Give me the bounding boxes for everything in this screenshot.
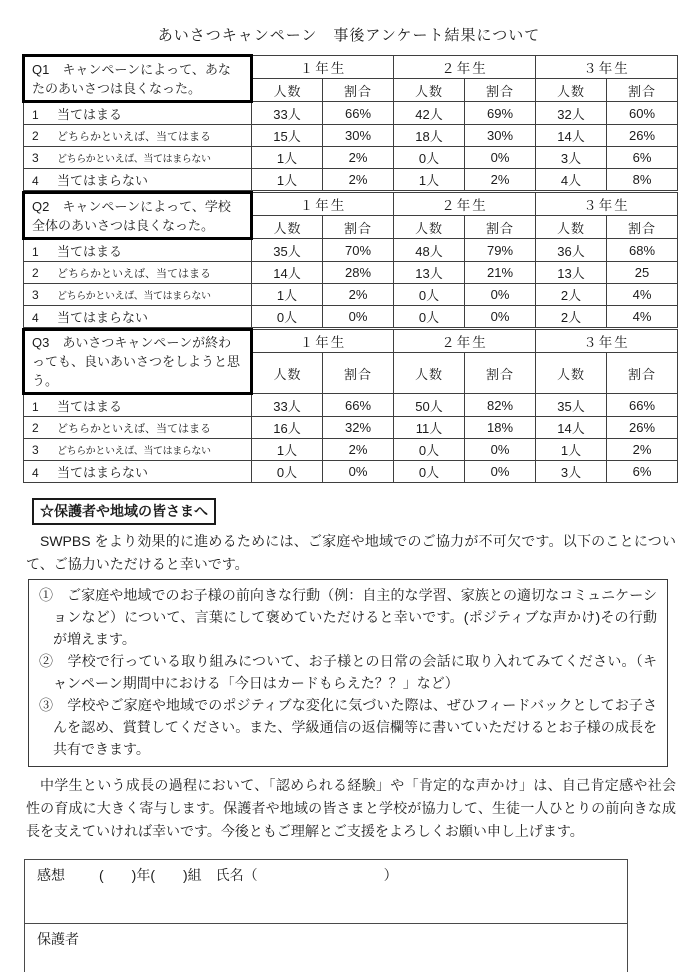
count-header: 人数	[252, 216, 323, 239]
grade-header-3: ３年生	[536, 193, 678, 216]
count-cell: 0人	[394, 284, 465, 306]
answer-number: 4	[32, 311, 39, 325]
count-header: 人数	[252, 353, 323, 394]
swpbs-intro-paragraph: SWPBS をより効果的に進めるためには、ご家庭や地域でのご協力が不可欠です。以下のことについて、ご協力いただけると幸いです。	[26, 533, 676, 572]
ratio-cell: 6%	[607, 147, 678, 169]
count-cell: 32人	[536, 102, 607, 125]
count-cell: 1人	[394, 169, 465, 191]
ratio-cell: 26%	[607, 417, 678, 439]
ratio-cell: 21%	[465, 262, 536, 284]
answer-row	[24, 125, 678, 147]
count-cell: 2人	[536, 306, 607, 328]
comment-label: 感想	[37, 867, 65, 883]
count-header: 人数	[394, 353, 465, 394]
grade-header-row	[24, 193, 678, 216]
guardian-comment-box	[25, 924, 627, 972]
count-header: 人数	[252, 79, 323, 102]
answer-label: 当てはまらない	[57, 173, 149, 188]
answer-label-cell	[24, 239, 252, 262]
ratio-header: 割合	[323, 216, 394, 239]
request-item-1: ① ご家庭や地域でのお子様の前向きな行動（例：自主的な学習、家族との適切なコミュニケーションなど）について、言葉にして褒めていただけると幸いです。(ポジティブな声かけ)その行動が増えます。	[39, 587, 657, 647]
q3-results-table	[22, 328, 678, 483]
answer-row	[24, 147, 678, 169]
count-cell: 1人	[252, 169, 323, 191]
answer-row	[24, 239, 678, 262]
answer-label: どちらかといえば、当てはまる	[57, 130, 211, 143]
answer-label: 当てはまる	[57, 244, 123, 259]
answer-label-cell	[24, 417, 252, 439]
ratio-cell: 66%	[323, 394, 394, 417]
ratio-header: 割合	[607, 353, 678, 394]
ratio-cell: 2%	[323, 284, 394, 306]
count-cell: 1人	[252, 147, 323, 169]
ratio-cell: 8%	[607, 169, 678, 191]
grade-header-2: ２年生	[394, 330, 536, 353]
ratio-cell: 6%	[607, 461, 678, 483]
ratio-cell: 0%	[465, 306, 536, 328]
ratio-cell: 26%	[607, 125, 678, 147]
count-cell: 0人	[394, 439, 465, 461]
answer-number: 2	[32, 265, 39, 280]
count-header: 人数	[536, 79, 607, 102]
count-cell: 14人	[252, 262, 323, 284]
answer-row	[24, 394, 678, 417]
count-cell: 0人	[394, 147, 465, 169]
ratio-header: 割合	[607, 216, 678, 239]
count-cell: 50人	[394, 394, 465, 417]
count-cell: 13人	[536, 262, 607, 284]
ratio-header: 割合	[323, 79, 394, 102]
count-cell: 0人	[252, 306, 323, 328]
ratio-header: 割合	[607, 79, 678, 102]
answer-number: 2	[32, 128, 39, 143]
answer-number: 4	[32, 466, 39, 480]
ratio-cell: 0%	[465, 147, 536, 169]
ratio-header: 割合	[465, 216, 536, 239]
count-header: 人数	[394, 216, 465, 239]
answer-label-cell	[24, 262, 252, 284]
answer-row	[24, 169, 678, 191]
ratio-cell: 0%	[465, 461, 536, 483]
answer-row	[24, 417, 678, 439]
answer-number: 2	[32, 420, 39, 435]
q1-results-table	[22, 54, 678, 191]
answer-label: どちらかといえば、当てはまらない	[57, 446, 211, 457]
ratio-cell: 2%	[323, 147, 394, 169]
ratio-cell: 30%	[323, 125, 394, 147]
answer-label: どちらかといえば、当てはまらない	[57, 154, 211, 165]
answer-label-cell	[24, 461, 252, 483]
guardians-section-heading: ☆保護者や地域の皆さまへ	[32, 498, 216, 525]
q1-question-cell: Q1 キャンペーンによって、あなたのあいさつは良くなった。	[24, 56, 252, 102]
count-cell: 18人	[394, 125, 465, 147]
grade-header-1: １年生	[252, 193, 394, 216]
ratio-cell: 4%	[607, 284, 678, 306]
year-class-name-fields: ( )年( )組 氏名（ ）	[99, 867, 398, 883]
ratio-cell: 0%	[323, 306, 394, 328]
count-cell: 0人	[394, 306, 465, 328]
answer-label: どちらかといえば、当てはまる	[57, 267, 211, 280]
answer-number: 4	[32, 174, 39, 188]
ratio-cell: 4%	[607, 306, 678, 328]
count-cell: 4人	[536, 169, 607, 191]
answer-label: 当てはまらない	[57, 310, 149, 325]
answer-label-cell	[24, 147, 252, 169]
count-cell: 42人	[394, 102, 465, 125]
count-cell: 48人	[394, 239, 465, 262]
answer-row	[24, 262, 678, 284]
answer-number: 3	[32, 443, 39, 457]
page-title: あいさつキャンペーン 事後アンケート結果について	[157, 27, 541, 44]
grade-header-3: ３年生	[536, 56, 678, 79]
answer-label-cell	[24, 284, 252, 306]
answer-label-cell	[24, 125, 252, 147]
closing-paragraph: 中学生という成長の過程において、「認められる経験」や「肯定的な声かけ」は、自己肯定感や社会性の育成に大きく寄与します。保護者や地域の皆さまと学校が協力して、生徒一人ひとりの前向きな成長を支えていければ幸いです。今後ともご理解とご支援をよろしくお願い申し上げます。	[26, 777, 676, 839]
count-cell: 1人	[252, 284, 323, 306]
answer-label: 当てはまる	[57, 399, 123, 414]
answer-number: 1	[32, 400, 39, 414]
answer-label-cell	[24, 169, 252, 191]
answer-label-cell	[24, 306, 252, 328]
ratio-cell: 70%	[323, 239, 394, 262]
request-item-3: ③ 学校やご家庭や地域でのポジティブな変化に気づいた際は、ぜひフィードバックとしてお子さんを認め、賞賛してください。また、学級通信の返信欄等に書いていただけるとお子様の成長を共有できます。	[39, 697, 657, 757]
grade-header-2: ２年生	[394, 193, 536, 216]
count-cell: 1人	[252, 439, 323, 461]
ratio-cell: 60%	[607, 102, 678, 125]
ratio-header: 割合	[465, 79, 536, 102]
count-cell: 2人	[536, 284, 607, 306]
count-cell: 13人	[394, 262, 465, 284]
count-cell: 33人	[252, 394, 323, 417]
ratio-cell: 0%	[465, 439, 536, 461]
answer-number: 3	[32, 288, 39, 302]
grade-header-3: ３年生	[536, 330, 678, 353]
count-cell: 1人	[536, 439, 607, 461]
answer-row	[24, 284, 678, 306]
ratio-cell: 69%	[465, 102, 536, 125]
comment-form	[24, 859, 628, 972]
count-header: 人数	[536, 353, 607, 394]
answer-label-cell	[24, 439, 252, 461]
ratio-cell: 18%	[465, 417, 536, 439]
answer-row	[24, 461, 678, 483]
answer-row	[24, 102, 678, 125]
ratio-cell: 82%	[465, 394, 536, 417]
ratio-cell: 2%	[323, 439, 394, 461]
count-cell: 0人	[394, 461, 465, 483]
ratio-cell: 2%	[607, 439, 678, 461]
grade-header-row	[24, 56, 678, 79]
answer-label-cell	[24, 394, 252, 417]
answer-label: 当てはまらない	[57, 465, 149, 480]
ratio-cell: 2%	[323, 169, 394, 191]
count-cell: 35人	[252, 239, 323, 262]
grade-header-1: １年生	[252, 56, 394, 79]
answer-label: どちらかといえば、当てはまらない	[57, 291, 211, 302]
count-cell: 15人	[252, 125, 323, 147]
count-cell: 3人	[536, 147, 607, 169]
ratio-cell: 2%	[465, 169, 536, 191]
answer-row	[24, 306, 678, 328]
count-cell: 36人	[536, 239, 607, 262]
answer-row	[24, 439, 678, 461]
count-cell: 11人	[394, 417, 465, 439]
q3-question-cell: Q3 あいさつキャンペーンが終わっても、良いあいさつをしようと思う。	[24, 330, 252, 394]
answer-number: 1	[32, 245, 39, 259]
ratio-cell: 25	[607, 262, 678, 284]
grade-header-2: ２年生	[394, 56, 536, 79]
ratio-cell: 28%	[323, 262, 394, 284]
count-cell: 14人	[536, 125, 607, 147]
count-cell: 14人	[536, 417, 607, 439]
request-items-box	[28, 579, 668, 767]
ratio-header: 割合	[323, 353, 394, 394]
q2-results-table	[22, 191, 678, 328]
answer-number: 3	[32, 151, 39, 165]
answer-label: どちらかといえば、当てはまる	[57, 422, 211, 435]
comment-header-line	[37, 865, 615, 885]
ratio-cell: 68%	[607, 239, 678, 262]
count-cell: 3人	[536, 461, 607, 483]
count-cell: 35人	[536, 394, 607, 417]
grade-header-row	[24, 330, 678, 353]
ratio-cell: 66%	[607, 394, 678, 417]
student-comment-box	[25, 860, 627, 924]
grade-header-1: １年生	[252, 330, 394, 353]
ratio-cell: 66%	[323, 102, 394, 125]
ratio-cell: 0%	[323, 461, 394, 483]
guardian-label: 保護者	[37, 931, 79, 947]
count-header: 人数	[536, 216, 607, 239]
ratio-cell: 79%	[465, 239, 536, 262]
ratio-cell: 32%	[323, 417, 394, 439]
answer-label-cell	[24, 102, 252, 125]
request-item-2: ② 学校で行っている取り組みについて、お子様との日常の会話に取り入れてみてください。（キャンペーン期間中における「今日はカードもらえた？？」など）	[39, 653, 657, 691]
ratio-cell: 30%	[465, 125, 536, 147]
q2-question-cell: Q2 キャンペーンによって、学校全体のあいさつは良くなった。	[24, 193, 252, 239]
count-header: 人数	[394, 79, 465, 102]
count-cell: 0人	[252, 461, 323, 483]
count-cell: 16人	[252, 417, 323, 439]
ratio-cell: 0%	[465, 284, 536, 306]
count-cell: 33人	[252, 102, 323, 125]
answer-label: 当てはまる	[57, 107, 123, 122]
answer-number: 1	[32, 108, 39, 122]
ratio-header: 割合	[465, 353, 536, 394]
